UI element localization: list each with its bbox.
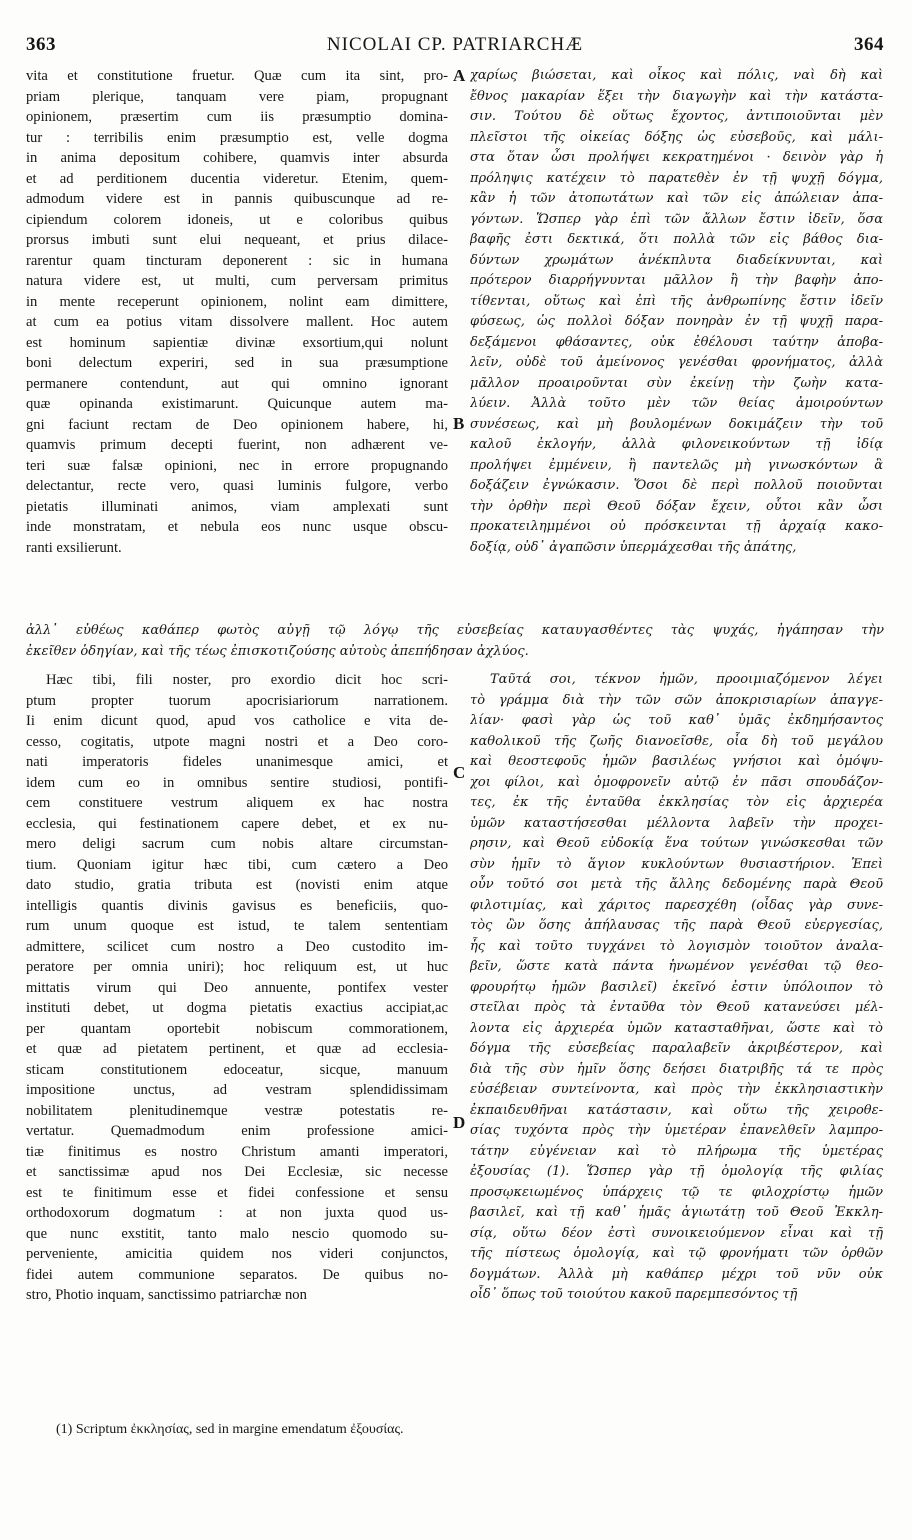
text-line: δογμάτων. Ἀλλὰ μὴ καθάπερ μέχρι τοῦ νῦν οὐκ xyxy=(470,1266,883,1282)
text-line: καθολικοῦ τῆς ζωῆς διανοεῖσθε, οἷα δὴ τοῦ μεγάλου xyxy=(470,733,883,749)
text-line: σὺν ἡμῖν τὸ ἅγιον κυκλούντων θυσιαστήριον. Ἐπεὶ xyxy=(470,856,883,872)
text-line: οὖν τοῦτό σοι μετὰ τῆς ἄλλης δεδομένης παρὰ Θεοῦ xyxy=(470,877,883,892)
text-line: idem cum eo in omnibus sentire studiosi, pontifi- xyxy=(26,774,448,791)
text-line: stro, Photio inquam, sanctissimo patriarchæ non xyxy=(26,1287,307,1303)
text-line: priam plerique, tanquam vere piam, propugnant xyxy=(26,88,448,105)
text-line: μᾶλλον προαιροῦνται σὺν ἐκείνῃ τὴν ζωὴν κατα- xyxy=(470,375,883,391)
greek-column-top xyxy=(470,66,883,558)
text-line: εὐσέβειαν συντείνοντα, καὶ πρὸς τὴν ἐκκλησιαστικὴν xyxy=(470,1082,883,1097)
text-line: mero deligi sacrum cum nobis altare circumstan- xyxy=(26,836,448,852)
text-line: προκατειλημμένοι οὐ πρόσκεινται τῇ ἀρχαίᾳ κακο- xyxy=(470,519,883,534)
text-line: nobilitatem plenitudinemque vestræ potestatis re- xyxy=(26,1102,448,1119)
text-line: στεῖλαι πρὸς τὰ ἐνταῦθα τὸν Θεοῦ κατανεύσει μέλ- xyxy=(470,1000,883,1015)
text-line: δοξίᾳ, οὐδ᾽ ἀγαπῶσιν ὑπερμάχεσθαι τῆς ἀπάτης, xyxy=(470,539,797,555)
text-line: gni faciunt rectam de Deo opinionem habere, hi, xyxy=(26,416,448,433)
text-line: delectantur, recte vero, quasi luminis fulgore, verbo xyxy=(26,478,448,494)
footnote: (1) Scriptum ἐκκλησίας, sed in margine emendatum ἐξουσίας. xyxy=(56,1422,404,1437)
text-line: προλήψει ἐμμένειν, ἢ παντελῶς μὴ γινωσκόντων ἃ xyxy=(470,457,883,473)
text-line: rarentur quam tincturam deponerent : sic in humana xyxy=(26,252,448,269)
text-line: βασιλεῖ, καὶ τῇ καθ᾽ ἡμᾶς ἁγιωτάτῃ τοῦ Θεοῦ Ἐκκλη- xyxy=(470,1205,883,1220)
text-line: στα ὅταν ὦσι προλήψει κεκρατημένοι · δεινὸν γὰρ ἡ xyxy=(470,150,883,165)
text-line: πλεῖστοι τῆς οἰκείας δόξης ὡς εὐσεβοῦς, καὶ μάλι- xyxy=(470,129,883,145)
text-line: orthodoxorum dogmatum : at non juxta quod us- xyxy=(26,1205,448,1221)
text-line: cem constituere vestrum aliquem ex hac nostra xyxy=(26,795,448,811)
text-line: at cum ea potius vitam dissolvere mallent. Hoc autem xyxy=(26,314,448,330)
text-line: φρουρήτῳ ἡμῶν βασιλεῖ) ἐκεῖνό ἐστιν ὑπόλοιπον τὸ xyxy=(470,979,883,995)
page-number-left: 363 xyxy=(26,34,56,55)
text-line: rum unum quoque est istud, te talem sententiam xyxy=(26,918,448,934)
text-line: inde monstratam, et nebula eos nunc usque obscu- xyxy=(26,519,448,535)
text-line: que nunc exstitit, tanto malo nescio quomodo su- xyxy=(26,1225,448,1242)
text-line: sticam constitutionem edoceatur, sicque, manuum xyxy=(26,1061,448,1078)
margin-marker-d: D xyxy=(453,1113,466,1132)
text-line: χαρίως βιώσεται, καὶ οἶκος καὶ πόλις, ναὶ δὴ καὶ xyxy=(470,68,883,83)
margin-marker-c: C xyxy=(453,763,466,782)
text-line: τάτην εὐγένειαν καὶ τὸ πλήρωμα τῆς ὑμετέρας xyxy=(470,1143,883,1159)
text-line: βεῖν, ὥστε κατὰ πάντα ἡνωμένον γενέσθαι τῷ θεο- xyxy=(470,959,883,974)
text-line: σίας τυχόντα πρὸς τὴν ὑμετέραν ἐπανελθεῖν λαμπρο- xyxy=(470,1123,883,1138)
text-line: in anima depositum cohibere, quamvis inter absurda xyxy=(26,150,448,166)
text-line: pietatis illuminati animos, viam amplexati sunt xyxy=(26,498,448,515)
text-line: σιν. Τούτου δὲ οὕτως ἔχοντος, ἀντιποιοῦνται μὲν xyxy=(470,109,883,124)
page-header xyxy=(26,34,884,60)
text-line: οἶδ᾽ ὅπως τοῦ τοιούτου κακοῦ παρεμπεσόντος τῇ xyxy=(470,1287,798,1302)
text-line: perveniente, amicitia quidem nos videri conjunctos, xyxy=(26,1246,448,1262)
text-line: quæ opinanda existimarunt. Quicunque autem ma- xyxy=(26,396,448,412)
latin-column-bottom xyxy=(26,670,448,1306)
text-line: πρότερον διαρρήγνυνται μᾶλλον ἢ τὴν βαφὴν ἀπο- xyxy=(470,273,883,288)
text-line: mittatis virum qui Deo annuente, pontifex vester xyxy=(26,979,448,996)
page-number-right: 364 xyxy=(854,34,884,55)
text-line: καλοῦ ἐκλογήν, ἀλλὰ φιλονεικούντων τῇ ἰδίᾳ xyxy=(470,437,883,452)
text-line: ὑμῶν καταστήσεσθαι μέλλοντα λαβεῖν τὴν προχει- xyxy=(470,815,883,831)
text-line: Ii enim dicunt quod, apud vos catholice e vita de- xyxy=(26,713,448,729)
text-line: per quantam oportebit nobiscum commorationem, xyxy=(26,1020,448,1037)
text-line: φύσεως, ὡς πολλοὶ δόξαν πονηρὰν ἐν τῇ ψυχῇ παρα- xyxy=(470,314,883,329)
text-line: χοι φίλοι, καὶ ὁμοφρονεῖν αὐτῷ ἐν πᾶσι σπουδάζον- xyxy=(470,774,883,790)
text-line: τίθενται, οὕτως καὶ ἐπὶ τῆς ἀνθρωπίνης ἔστιν ἰδεῖν xyxy=(470,293,883,309)
text-line: ptum propter tuorum apocrisiariorum narrationem. xyxy=(26,692,448,709)
text-line: prorsus imbuti sunt elui nequeant, et prius dilace- xyxy=(26,232,448,248)
greek-full-width-lines xyxy=(26,621,884,662)
text-line: cesso, cogitatis, utpote magni nostri et a Deo coro- xyxy=(26,733,448,750)
text-line: ranti exsilierunt. xyxy=(26,539,122,556)
text-line: δοξάζειν ἐγνώκασιν. Ὅσοι δὲ περὶ πολλοῦ ποιοῦνται xyxy=(470,478,883,493)
latin-column-top xyxy=(26,66,448,558)
text-line: et ad perditionem ducentia videretur. Etenim, quem- xyxy=(26,170,448,187)
text-line: tium. Quoniam igitur hæc tibi, cum cætero a Deo xyxy=(26,856,448,873)
text-line: permanere contendunt, aut qui omnino ignorant xyxy=(26,375,448,392)
text-line: intelligis quantis divinis gavisus es beneficiis, quo- xyxy=(26,897,448,914)
text-line: δόγμα τῆς εὐσεβείας παραλαβεῖν ἀκριβέστερον, καὶ xyxy=(470,1041,883,1056)
text-line: nati imperatoris fideles unanimesque amici, et xyxy=(26,754,448,770)
text-line: vertatur. Quemadmodum enim professione amici- xyxy=(26,1123,448,1139)
text-line: τὸ γράμμα διὰ τὴν τῶν σῶν ἀποκρισιαρίων ἀπαγγε- xyxy=(470,692,883,708)
text-line: δεξάμενοι φθάσαντες, οὐκ ἐθέλουσι ταύτην ἀποβα- xyxy=(470,334,883,350)
text-line: tur : terribilis enim præsumptio est, velle dogma xyxy=(26,129,448,146)
text-line: instituti debet, ut dogma pietatis exactius accipiat,ac xyxy=(26,1000,448,1016)
text-line: in mente receperunt opinionem, nolint eam dimittere, xyxy=(26,293,448,310)
text-line: admodum videre est in pannis quibuscunque ad re- xyxy=(26,191,448,207)
margin-marker-b: B xyxy=(453,414,465,433)
text-line: πρόληψις κατέχειν τὸ παρατεθὲν ἐν τῇ ψυχῇ δόγμα, xyxy=(470,170,883,186)
text-line: ἧς καὶ τοῦτο τυγχάνει τὸ λογισμὸν τοιοῦτον ἀναλα- xyxy=(470,938,883,954)
text-line: λίαν· φασὶ γὰρ ὡς τοῦ καθ᾽ ὑμᾶς ἐκδημήσαντος xyxy=(470,713,883,728)
text-line: est hominum sapientiæ divinæ exsortium,qui nolunt xyxy=(26,334,448,351)
text-line: δύντων χρωμάτων ἀνέκπλυτα διαδείκνυνται, καὶ xyxy=(470,252,883,268)
text-line: κἂν ἡ τῶν ἀτοπωτάτων καὶ τῶν εἰς ἀπώλειαν ἀπα- xyxy=(470,191,883,206)
text-line: ρησιν, καὶ Θεοῦ εὐδοκίᾳ ἕνα τούτων γινώσκεσθαι τῶν xyxy=(470,836,883,851)
text-line: est te finitimum esse et fidei confessione et sensu xyxy=(26,1184,448,1201)
text-line: λοντα εἰς ἀρχιερέα ὑμῶν κατασταθῆναι, ὥστε καὶ τὸ xyxy=(470,1020,883,1036)
text-line: ecclesia, qui festinationem capere debet, et ex nu- xyxy=(26,815,448,832)
text-line: σίᾳ, οὕτω δέον ἐστὶ συνοικειούμενον εἶναι καὶ τῇ xyxy=(470,1225,883,1241)
text-line: boni delectum experiri, sed in sua præsumptione xyxy=(26,355,448,371)
text-line: τὴν ὀρθὴν περὶ Θεοῦ δόξαν ἔχειν, οὗτοι κἂν ὦσι xyxy=(470,498,883,514)
text-line: Hæc tibi, fili noster, pro exordio dicit hoc scri- xyxy=(46,672,448,688)
text-line: βαφῆς ἐστι δεκτικά, ὅτι πολλὰ τῶν εἰς βάθος δια- xyxy=(470,232,883,247)
text-line: quamvis primum decepti fuerint, non adhærent ve- xyxy=(26,437,448,453)
text-line: ἐκπαιδευθῆναι κατάστασιν, καὶ οὕτω τῆς χειροθε- xyxy=(470,1102,883,1118)
text-line: teri suæ falsæ opinioni, nec in errore propugnando xyxy=(26,457,448,474)
text-line: opinionem, præsertim cum iis præsumptio domina- xyxy=(26,109,448,125)
text-line: ἐκεῖθεν ὁδηγίαν, καὶ τῆς τέως ἐπισκοτιζούσης αὐτοὺς ἀπεπήδησαν ἀχλύος. xyxy=(26,643,529,659)
text-line: admittere, scilicet cum nostro a Deo custodito im- xyxy=(26,938,448,955)
text-line: τῆς πίστεως ὁμολογίᾳ, καὶ τῷ φρονήματι τῶν ὀρθῶν xyxy=(470,1246,883,1261)
text-line: cipiendum colorem idoneis, ut e coloribus quibus xyxy=(26,211,448,228)
text-line: λεῖν, οὐδὲ τοῦ ἀμείνονος γενέσθαι φρονήματος, ἀλλὰ xyxy=(470,355,883,370)
text-line: ἀλλ᾽ εὐθέως καθάπερ φωτὸς αὐγῇ τῷ λόγῳ τῆς εὐσεβείας καταυγασθέντες τὰς ψυχάς, ἠγάπησαν τὴν xyxy=(26,623,884,638)
text-line: γόντων. Ὥσπερ γὰρ ἐπὶ τῶν ἄλλων ἔστιν ἰδεῖν, ὅσα xyxy=(470,211,883,227)
text-line: συνέσεως, καὶ μὴ βουλομένων δοκιμάζειν τὴν τοῦ xyxy=(470,416,883,432)
text-line: et quæ ad pietatem pertinent, et quæ ad ecclesia- xyxy=(26,1041,448,1057)
text-line: peratore per omnia uniri); hoc reliquum est, ut huc xyxy=(26,959,448,975)
text-line: καὶ θεοστεφοῦς ἡμῶν βασιλέως γνήσιοι καὶ ὁμόψυ- xyxy=(470,754,883,769)
text-line: fidei autem communione separatos. De quibus no- xyxy=(26,1266,448,1283)
text-line: προσῳκειωμένος ὑπάρχεις τῷ τε φιλοχρίστῳ ἡμῶν xyxy=(470,1184,883,1200)
greek-column-bottom xyxy=(470,670,883,1306)
text-line: τες, ἐκ τῆς ἐνταῦθα ἐκκλησίας τὸν εἰς ἀρχιερέα xyxy=(470,795,883,810)
text-line: vita et constitutione fruetur. Quæ cum ita sint, pro- xyxy=(26,68,448,84)
text-line: et sanctissimæ apud nos Dei Ecclesiæ, sic necesse xyxy=(26,1164,448,1180)
text-line: natura videre est, ut multi, cum perversam primitus xyxy=(26,273,448,289)
text-line: λύειν. Ἀλλὰ τοῦτο μὲν τῶν θείας ἀμοιρούντων xyxy=(470,396,883,411)
text-line: Ταῦτά σοι, τέκνον ἡμῶν, προοιμιαζόμενον λέγει xyxy=(490,672,883,687)
running-title: NICOLAI CP. PATRIARCHÆ xyxy=(326,34,584,55)
text-line: dato studio, gratia tributa est (novisti enim atque xyxy=(26,877,448,893)
margin-marker-a: A xyxy=(453,66,466,85)
text-line: ἐξουσίας (1). Ὥσπερ γὰρ τῇ ὁμολογίᾳ τῆς φιλίας xyxy=(470,1164,883,1179)
text-line: tiæ finitimus es nostro Christum amanti imperatori, xyxy=(26,1143,448,1160)
text-line: τὸς ὢν ὅσης ἀπήλαυσας τῆς παρὰ Θεοῦ εὐεργεσίας, xyxy=(470,918,883,933)
text-line: διὰ τῆς σὺν ἡμῖν ὅσης δεήσει διατριβῆς τά τε πρὸς xyxy=(470,1061,883,1077)
text-line: φιλοτιμίας, καὶ χάριτος παρεσχέθη (οἶδας γὰρ συνε- xyxy=(470,897,883,913)
text-line: ἔθνος μακαρίαν ἕξει τὴν διαγωγὴν καὶ τὴν κατάστα- xyxy=(470,88,883,104)
text-line: impositione unctus, ad vestram splendidissimam xyxy=(26,1082,448,1098)
